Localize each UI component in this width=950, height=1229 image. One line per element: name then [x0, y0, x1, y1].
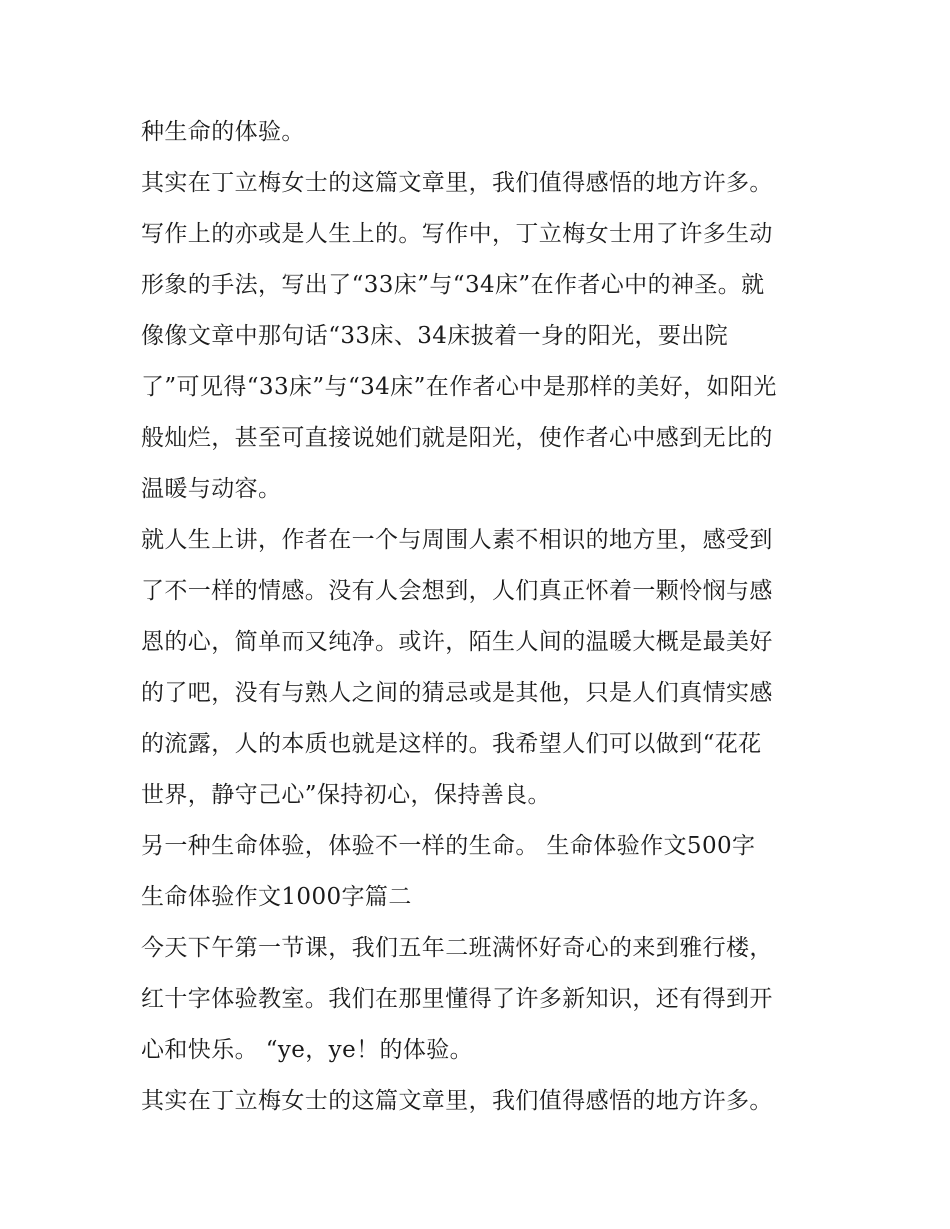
text-line: 今天下午第一节课，我们五年二班满怀好奇心的来到雅行楼，: [141, 935, 773, 961]
text-line: 像像文章中那句话“33床、34床披着一身的阳光，要出院: [141, 323, 729, 349]
text-line: 写作上的亦或是人生上的。写作中，丁立梅女士用了许多生动: [141, 221, 773, 247]
text-line: 温暖与动容。: [141, 476, 282, 502]
text-line: 般灿烂，甚至可直接说她们就是阳光，使作者心中感到无比的: [141, 425, 773, 451]
text-line: 形象的手法，写出了“33床”与“34床”在作者心中的神圣。就: [141, 272, 765, 298]
body-text: [141, 107, 821, 1127]
text-line: 红十字体验教室。我们在那里懂得了许多新知识，还有得到开: [141, 986, 773, 1012]
text-line: 世界，静守己心”保持初心，保持善良。: [141, 782, 551, 808]
text-line: 种生命的体验。: [141, 119, 305, 145]
text-line: 的流露，人的本质也就是这样的。我希望人们可以做到“花花: [141, 731, 762, 757]
text-line: 另一种生命体验，体验不一样的生命。 生命体验作文500字: [141, 833, 756, 859]
text-line: 的了吧，没有与熟人之间的猜忌或是其他，只是人们真情实感: [141, 680, 773, 706]
text-line: 心和快乐。 “ye，ye！的体验。: [141, 1037, 474, 1063]
text-line: 恩的心，简单而又纯净。或许，陌生人间的温暖大概是最美好: [141, 629, 773, 655]
text-line: 就人生上讲，作者在一个与周围人素不相识的地方里，感受到: [141, 527, 773, 553]
text-line: 了不一样的情感。没有人会想到，人们真正怀着一颗怜悯与感: [141, 578, 773, 604]
section-heading: 生命体验作文1000字篇二: [141, 884, 412, 910]
text-line: 其实在丁立梅女士的这篇文章里，我们值得感悟的地方许多。: [141, 1088, 773, 1114]
text-line: 其实在丁立梅女士的这篇文章里，我们值得感悟的地方许多。: [141, 170, 773, 196]
text-line: 了”可见得“33床”与“34床”在作者心中是那样的美好，如阳光: [141, 374, 777, 400]
